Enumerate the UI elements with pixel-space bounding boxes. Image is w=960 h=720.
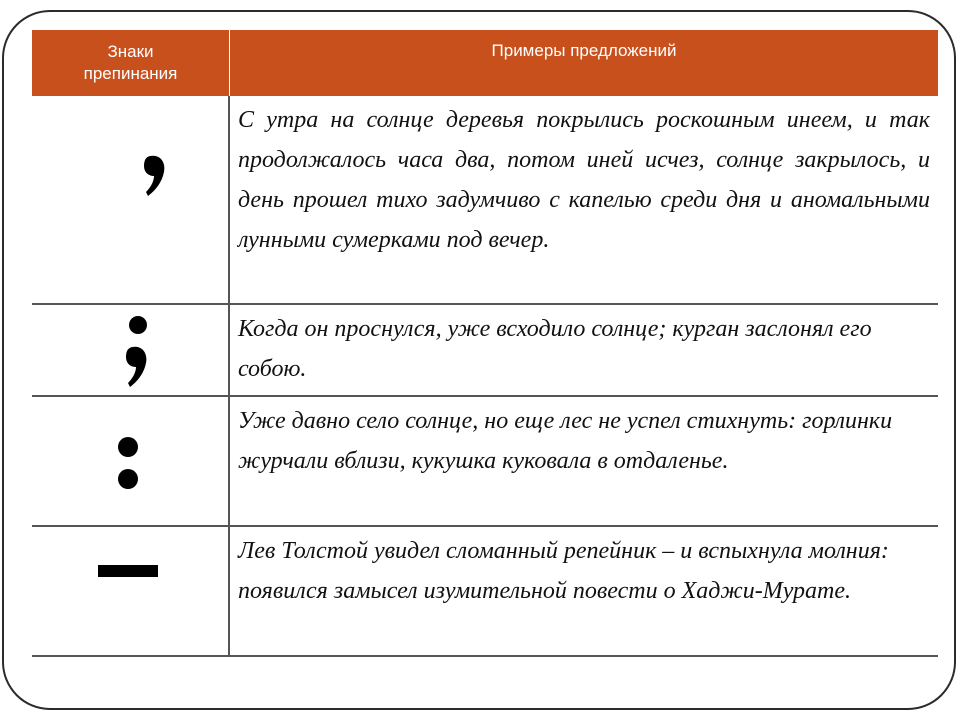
sign-cell xyxy=(32,305,230,395)
colon-icon xyxy=(108,435,148,491)
example-text: С утра на солнце деревья покрылись роскошным инеем, и так продолжалось часа два, потом иней исчез, солнце закрылось, и день прошел тихо задумчиво с капелью среди дня и аномальными лунными сумерками под вечер. xyxy=(238,107,930,253)
header-signs-line1: Знаки xyxy=(107,42,154,61)
table-row-semicolon xyxy=(32,305,938,397)
example-text: Уже давно село солнце, но еще лес не успел стихнуть: горлинки журчали вблизи, кукушка куковала в отдаленье. xyxy=(238,408,893,474)
comma-icon xyxy=(138,152,178,202)
example-text: Когда он проснулся, уже всходило солнце; курган заслонял его собою. xyxy=(238,316,872,382)
table-header xyxy=(32,30,938,96)
header-examples: Примеры предложений xyxy=(491,41,677,60)
sign-cell xyxy=(32,96,230,303)
dash-icon xyxy=(98,565,158,579)
header-signs-line2: препинания xyxy=(83,64,178,83)
sign-cell xyxy=(32,527,230,655)
table-row-dash xyxy=(32,527,938,657)
header-signs xyxy=(32,30,230,96)
table-row-colon xyxy=(32,397,938,527)
example-text: Лев Толстой увидел сломанный репейник – и вспыхнула молния: появился замысел изумительной повести о Хаджи-Мурате. xyxy=(238,538,889,604)
sign-cell xyxy=(32,397,230,525)
table-row-comma xyxy=(32,96,938,305)
semicolon-icon xyxy=(118,313,158,389)
punctuation-table xyxy=(32,30,938,657)
